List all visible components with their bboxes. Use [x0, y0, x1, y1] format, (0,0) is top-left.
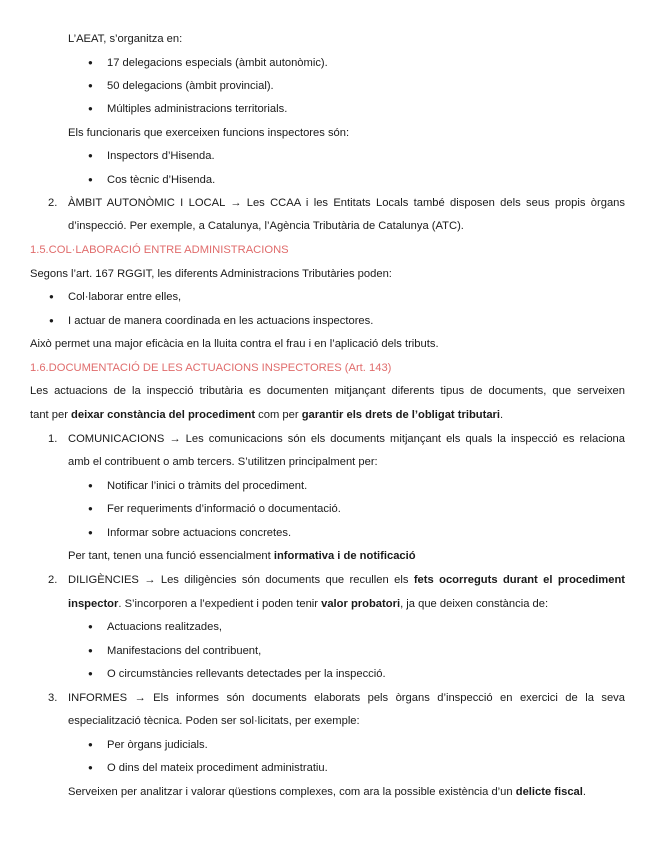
- text-run: .: [500, 409, 504, 421]
- list-item: ● Inspectors d’Hisenda.: [107, 149, 215, 163]
- ambit-autonomic-line1: ÀMBIT AUTONÒMIC I LOCAL → Les CCAA i les Entitats Locals també disposen dels seus propis òrgans: [68, 197, 625, 209]
- section-1-5-intro: Segons l’art. 167 RGGIT, les diferents Administracions Tributàries poden:: [30, 268, 392, 280]
- aeat-intro: L’AEAT, s’organitza en:: [68, 33, 183, 45]
- bold-text: valor probatori: [321, 598, 401, 610]
- text-run: com per: [255, 409, 302, 421]
- list-item: ● I actuar de manera coordinada en les actuacions inspectores.: [68, 314, 373, 328]
- list-item: ● 50 delegacions (àmbit provincial).: [107, 79, 274, 93]
- list-number: 3.: [48, 692, 58, 704]
- list-number: 2.: [48, 197, 58, 209]
- bold-text: inspector: [68, 598, 119, 610]
- list-item: ● O circumstàncies rellevants detectades per la inspecció.: [107, 667, 386, 681]
- section-heading-1-6: 1.6.DOCUMENTACIÓ DE LES ACTUACIONS INSPECTORES (Art. 143): [30, 362, 392, 374]
- section-1-6-para-line2: [30, 408, 503, 422]
- list-item: ● Informar sobre actuacions concretes.: [107, 526, 291, 540]
- text-run: . S’incorporen a l’expedient i poden tenir: [118, 598, 322, 610]
- informes-line2: especialització tècnica. Poden ser sol·licitats, per exemple:: [68, 715, 360, 727]
- funcionaris-intro: Els funcionaris que exerceixen funcions inspectores són:: [68, 127, 350, 139]
- text-run: tant per: [30, 409, 72, 421]
- text-run: Serveixen per analitzar i valorar qüestions complexes, com ara la possible existència d’un: [68, 786, 516, 798]
- list-number: 2.: [48, 574, 58, 586]
- bold-text: deixar constància del procediment: [71, 409, 256, 421]
- section-1-6-para-line1: Les actuacions de la inspecció tributària es documenten mitjançant diferents tipus de documents, que serveixen: [30, 385, 625, 397]
- section-1-5-closing: Això permet una major eficàcia en la lluita contra el frau i en l’aplicació dels tributs.: [30, 338, 439, 350]
- text-run: .: [582, 786, 587, 798]
- list-item: ● Per òrgans judicials.: [107, 738, 208, 752]
- comunicacions-line2: amb el contribuent o amb tercers. S’utilitzen principalment per:: [68, 456, 378, 468]
- text-run: Per tant, tenen una funció essencialment: [68, 550, 274, 562]
- informes-summary: [68, 785, 586, 799]
- comunicacions-line1: COMUNICACIONS → Les comunicacions són els documents mitjançant els quals la inspecció es relaciona: [68, 433, 625, 445]
- list-item: ● O dins del mateix procediment administratiu.: [107, 761, 328, 775]
- informes-line1: INFORMES → Els informes són documents elaborats pels òrgans d’inspecció en exercici de la seva: [68, 692, 625, 704]
- list-number: 1.: [48, 433, 58, 445]
- list-item: ● Notificar l’inici o tràmits del procediment.: [107, 479, 307, 493]
- text-run: , ja que deixen constància de:: [400, 598, 549, 610]
- comunicacions-summary: [68, 549, 416, 563]
- list-item: ● Fer requeriments d’informació o documentació.: [107, 502, 341, 516]
- ambit-autonomic-line2: d’inspecció. Per exemple, a Catalunya, l’Agència Tributària de Catalunya (ATC).: [68, 220, 464, 232]
- bold-text: informativa i de notificació: [273, 550, 416, 562]
- bold-text: delicte fiscal: [515, 786, 583, 798]
- diligencies-line2: [68, 597, 548, 611]
- text-run: DILIGÈNCIES → Les diligències són documents que recullen els: [68, 574, 414, 586]
- section-heading-1-5: 1.5.COL·LABORACIÓ ENTRE ADMINISTRACIONS: [30, 244, 289, 256]
- list-item: ● Manifestacions del contribuent,: [107, 644, 261, 658]
- list-item: ● Actuacions realitzades,: [107, 620, 222, 634]
- list-item: ● Cos tècnic d’Hisenda.: [107, 173, 215, 187]
- bold-text: fets ocorreguts durant el procediment: [413, 574, 626, 586]
- bold-text: garantir els drets de l’obligat tributari: [301, 409, 501, 421]
- list-item: ● Col·laborar entre elles,: [68, 290, 181, 304]
- list-item: ● 17 delegacions especials (àmbit autonòmic).: [107, 56, 328, 70]
- diligencies-line1: [68, 573, 625, 587]
- list-item: ● Múltiples administracions territorials.: [107, 102, 287, 116]
